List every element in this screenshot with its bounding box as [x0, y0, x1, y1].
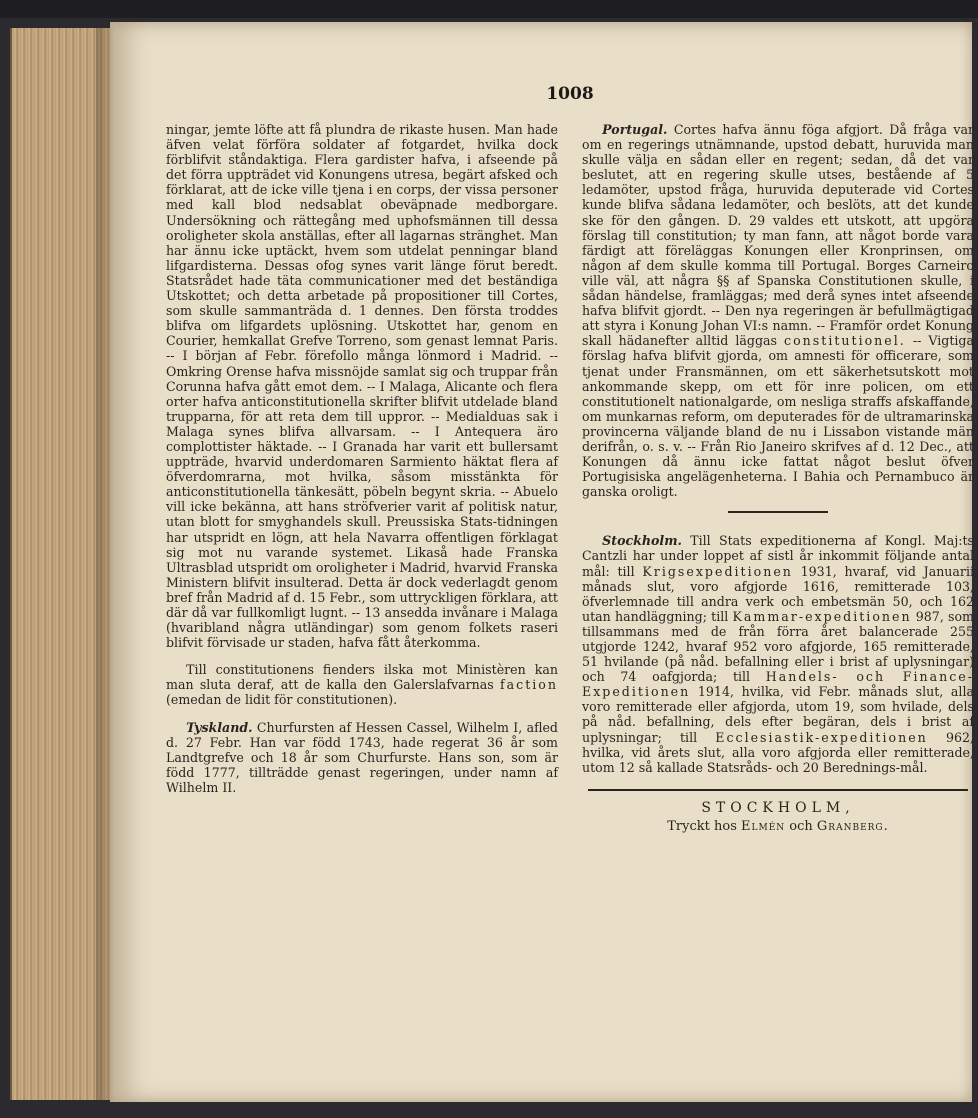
constitution-text-end: (emedan de lidit för constitutionen). [166, 692, 398, 708]
stockholm-paragraph [582, 533, 974, 775]
stockholm-text-d: 1914, hvilka, vid Febr. månads slut, alla voro remitterade eller afgjorda, utom 19, som hvilade, dels på nåd. befallning, dels efter begäran, dels i brist af uplysningar; till [582, 684, 974, 745]
constitution-paragraph [166, 662, 558, 707]
printer-granberg: Granberg. [816, 818, 889, 834]
germany-text: Churfursten af Hessen Cassel, Wilhelm I, afled d. 27 Febr. Han var född 1743, hade regerat 36 år som Landtgrefve och 18 år som Churfurste. Hans son, som är född 1777, tillträdde genast regeringen, under namn af Wilhelm II. [166, 719, 558, 795]
imprint-city: STOCKHOLM, [701, 799, 855, 816]
germany-paragraph [166, 720, 558, 795]
stockholm-text-c: 987, som tillsammans med de från förra året balancerade 255 utgjorde 1242, hvaraf 952 voro afgjorde, 165 remitterade, 51 hvilande (på nåd. befallning eller i brist af uplysningar) och 74 oafgjorda; till [582, 608, 974, 685]
printer-elmen: Elmén [741, 818, 786, 834]
left-column [166, 122, 558, 795]
portugal-heading: Portugal. [602, 122, 668, 137]
stockholm-text-a: Till Stats expeditionerna af Kongl. Maj:ts Cantzli har under loppet af sistl år inkommit följande antal mål: till [582, 533, 974, 579]
stockholm-heading: Stockholm. [602, 533, 682, 549]
imprint-rule [588, 789, 968, 791]
imprint-printer-line [582, 819, 974, 834]
page-number: 1008 [546, 84, 594, 104]
handelsexpedition-term: Handels- och Finance-Expeditionen [582, 669, 975, 700]
kammarexpedition-term: Kammar-expeditionen [732, 608, 912, 624]
stockholm-text-e: 962, hvilka, vid årets slut, alla voro afgjorda eller remitterade, utom 12 så kallade Statsråds- och 20 Berednings-mål. [582, 729, 974, 775]
scan-background [0, 0, 978, 18]
ecclesiastikexpedition-term: Ecclesiastik-expeditionen [715, 729, 928, 745]
constitution-text-start: Till constitutionens fienders ilska mot Ministèren kan man sluta deraf, att de kalla den Galerslafvarnas [166, 662, 558, 693]
faction-word: faction [499, 677, 558, 693]
gutter-shadow [96, 28, 114, 1100]
printed-by-label: Tryckt hos [667, 818, 737, 834]
printer-and: och [789, 818, 813, 834]
krigsexpedition-term: Krigsexpeditionen [642, 563, 793, 579]
section-divider [728, 511, 828, 513]
stockholm-text-b: 1931, hvaraf, vid Januarii månads slut, voro afgjorde 1616, remitterade 103, öfverlemnade till andra verk och embetsmän 50, och 162 utan handläggning; till [582, 563, 975, 624]
spain-news-paragraph: ningar, jemte löfte att få plundra de rikaste husen. Man hade äfven velat förföra soldater af fotgardet, hvilka dock förblifvit ståndaktiga. Flera gardister hafva, i afseende på det förra uppträdet vid Konungens utresa, begärt afsked och förklarat, att de icke ville tjena i en corps, der vissa personer med kall blod nedsablat obeväpnade medborgare. Undersökning och rättegång med uphofsmännen till dessa oroligheter skola anställas, efter all lagarnas stränghet. Man har ännu icke uptäckt, hvem som utdelat penningar bland lifgardisterna. Dessas ofog synes varit länge förut beredt. Statsrådet hade täta communicationer med det beständiga Utskottet; och detta arbetade på propositioner till Cortes, som skulle sammanträda d. 1 dennes. Den första troddes blifva om lifgardets uplösning. Utskottet har, genom en Courier, hemkallat Grefve Torreno, som genast lemnat Paris. -- I början af Febr. förefollo många lönmord i Madrid. -- Omkring Orense hafva missnöjde samlat sig och truppar från Corunna hafva gått emot dem. -- I Malaga, Alicante och flera orter hafva anticonstitutionella skrifter blifvit utdelade bland trupparna, för att reta dem till uppror. -- Medialduas sak i Malaga synes blifva allvarsam. -- I Antequera äro complottister häktade. -- I Granada har varit ett bullersamt uppträde, hvarvid underdomaren Sarmiento häktat flera af öfverdomrarna, mot hvilka, såsom misstänkta för anticonstitutionella tänkesätt, pöbeln begynt skria. -- Abuelo vill icke bekänna, att hans ströfverier varit af politisk natur, utan blott for smyghandels skull. Preussiska Stats-tidningen har utspridt en lögn, att hela Navarra offentligen förklagat sig mot nu varande systemet. Likaså hade Franska Ultrasblad utspridt om oroligheter i Madrid, hvarvid Franska Ministern blifvit insulterad. Detta är dock vederlagdt genom bref från Madrid af d. 15 Febr., som uttryckligen förklara, att där då var fullkomligt lugnt. -- 13 ansedda invånare i Malaga (hvaribland några utländingar) som genom folkets raseri blifvit förvisade ur staden, hafva fått återkomma. [166, 122, 558, 651]
portugal-text-b: -- Vigtiga förslag hafva blifvit gjorda, om amnesti för officerare, som tjenat under Fransmännen, om ett säkerhetsutskott mot ankommande skepp, om ett för inre policen, om ett constitutionelt nationalgarde, om nesliga straffs afskaffande, om munkarnas reform, om deputerades för de ultramarinska provincerna väljande bland de nu i Lissabon vistande män derifrån, o. s. v. -- Från Rio Janeiro skrifves af d. 12 Dec., att Konungen då ännu icke fattat något beslut öfver Portugisiska angelägenheterna. I Bahia och Pernambuco är ganska oroligt. [582, 333, 974, 500]
portugal-paragraph [582, 122, 974, 499]
portugal-text-a: Cortes hafva ännu föga afgjort. Då fråga var om en regerings utnämnande, upstod debatt, huruvida man skulle välja en sådan eller en regent; sedan, då det var beslutet, att en regering skulle utses, bestående af 5 ledamöter, upstod fråga, huruvida deputerade vid Cortes kunde blifva sådana ledamöter, och beslöts, att det kunde ske för den gången. D. 29 valdes ett utskott, att upgöra förslag till constitution; ty man fann, att något borde vara färdigt att föreläggas Konungen eller Kronprinsen, om någon af dem skulle komma till Portugal. Borges Carneiro ville väl, att några §§ af Spanska Constitutionen skulle, i sådan händelse, framläggas; med derå synes intet afseende hafva blifvit gjordt. -- Den nya regeringen är befullmägtigad att styra i Konung Johan VI:s namn. -- Framför ordet Konung skall hädanefter alltid läggas [582, 122, 974, 349]
germany-heading: Tyskland. [186, 719, 253, 735]
constitutionel-word: constitutionel. [784, 333, 906, 349]
right-column [582, 122, 974, 834]
